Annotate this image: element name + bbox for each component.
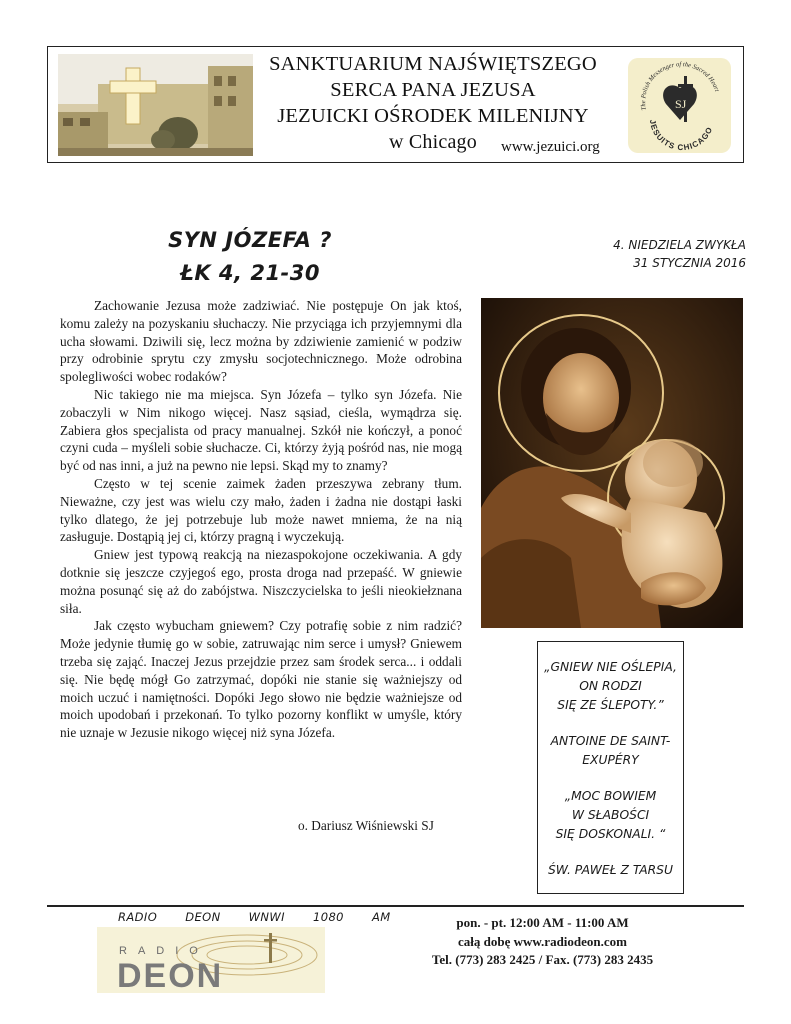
radio-deon-logo (97, 927, 325, 993)
radio-website[interactable]: całą dobę www.radiodeon.com (458, 933, 627, 949)
logo-arc-top: The Polish Messenger of the Sacred Heart (640, 61, 721, 111)
sacred-heart-logo-icon (628, 58, 731, 153)
sermon-body (60, 297, 462, 742)
radio-deon-logo-icon (97, 927, 325, 993)
radio-contact (405, 914, 680, 970)
sermon-paragraph: Zachowanie Jezusa może zadziwiać. Nie postępuje On jak ktoś, komu zależy na pozyskaniu słuchaczy. Nie przyciąga ich przyjemnymi dla ucha słowami. Dziwili się, lecz można by zdziwienie zamienić w podziw przy odrobinie sprytu czy zmysłu socjotechnicznego. Może odrobina spolegliwości wobec rodaków? (60, 298, 462, 385)
sanctuary-photo (58, 54, 253, 156)
calendar-date: 31 STYCZNIA 2016 (633, 256, 746, 270)
liturgical-date (613, 236, 746, 272)
svg-text:JESUITS CHICAGO (648, 119, 715, 152)
quote-line: ON RODZI (579, 679, 642, 693)
jesuits-chicago-logo (628, 58, 731, 153)
header-title-line: SANKTUARIUM NAJŚWIĘTSZEGO (269, 53, 597, 75)
joseph-and-child-image-icon (481, 298, 743, 628)
quote-box (537, 641, 684, 894)
quote-author: ANTOINE DE SAINT- (550, 734, 671, 748)
sermon-paragraph: Jak często wybucham gniewem? Czy potrafię sobie z nim radzić? Może jedynie tłumię go w sobie, zatruwając nim serce i umysł? Gniewem trzeba się zająć. Inaczej Jezus przejdzie przez sam środek serca... i oddali się. Nie będę mógł Go zatrzymać, dopóki nie stanie się ważniejszy od moich uczuć i namiętności. Dopóki Jego słowo nie będzie ważniejsze od moich upodobań i przekonań. To tylko pozorny konflikt w umyśle, który nie uznaje w Jezusie nikogo więcej niż syna Józefa. (60, 618, 462, 741)
footer-divider (47, 905, 744, 907)
logo-radio-text: RADIO (119, 945, 209, 957)
quote-line: „MOC BOWIEM (564, 789, 657, 803)
quote-author: EXUPÉRY (582, 753, 639, 767)
header-title-line: SERCA PANA JEZUSA (330, 79, 536, 101)
quote-line: „GNIEW NIE OŚLEPIA, (544, 660, 677, 674)
header-title-line: JEZUICKI OŚRODEK MILENIJNY (277, 105, 589, 127)
header-city: w Chicago (389, 131, 477, 153)
sermon-paragraph: Gniew jest typową reakcją na niezaspokojone oczekiwania. A gdy dotknie się jeszcze czyjegoś ego, prosta droga nad przepaść. W gniewie można posunąć się aż do zabójstwa. Niszczycielska to jeśli nieokiełznana siła. (60, 547, 462, 616)
quote-line: SIĘ ZE ŚLEPOTY.” (557, 698, 664, 712)
radio-station-label: RADIO DEON WNWI 1080 AM (118, 910, 391, 924)
author-signature: o. Dariusz Wiśniewski SJ (298, 818, 434, 833)
sermon-title-line1: SYN JÓZEFA ? (168, 228, 332, 252)
logo-arc-bottom: JESUITS CHICAGO (647, 118, 715, 153)
radio-phone: Tel. (773) 283 2425 / Fax. (773) 283 2435 (431, 952, 654, 967)
quote-line: SIĘ DOSKONALI. “ (555, 827, 666, 841)
sermon-paragraph: Nic takiego nie ma miejsca. Syn Józefa – tylko syn Józefa. Nie zobaczyli w Nim nikogo więcej. Nasz sąsiad, cieśla, wymądrza się. Zabiera głos specjalista od pracy manualnej. Szkół nie kończył, a ponoć czyni cuda – myśleli sobie słuchacze. Ci, którzy żyją pośród nas, nie mogą być od nas inni, a już na pewno nie lepsi. Skąd my to znamy? (60, 386, 462, 474)
sermon-reference: ŁK 4, 21-30 (179, 261, 320, 285)
header-box (47, 46, 744, 163)
saint-joseph-painting (481, 298, 743, 628)
logo-deon-text: DEON (117, 957, 224, 993)
sermon-title (150, 224, 350, 290)
sermon-paragraph: Często w tej scenie zaimek żaden przeszywa zebrany tłum. Nieważne, czy jest was wielu czy mało, żaden i żadna nie dostąpi łaski tylko dlatego, że jej potrzebuje lub może nawet mniema, że na nią zasługuje. Dostąpią jej ci, którzy pragną i wyczekują. (60, 475, 462, 545)
quote-line: W SŁABOŚCI (571, 808, 650, 822)
logo-monogram: SJ (675, 97, 687, 111)
sunday-name: 4. NIEDZIELA ZWYKŁA (613, 238, 746, 252)
church-building-icon (58, 54, 253, 156)
quote-author: ŚW. PAWEŁ Z TARSU (547, 863, 673, 877)
broadcast-hours: pon. - pt. 12:00 AM - 11:00 AM (456, 915, 629, 930)
header-url[interactable]: www.jezuici.org (501, 139, 600, 155)
